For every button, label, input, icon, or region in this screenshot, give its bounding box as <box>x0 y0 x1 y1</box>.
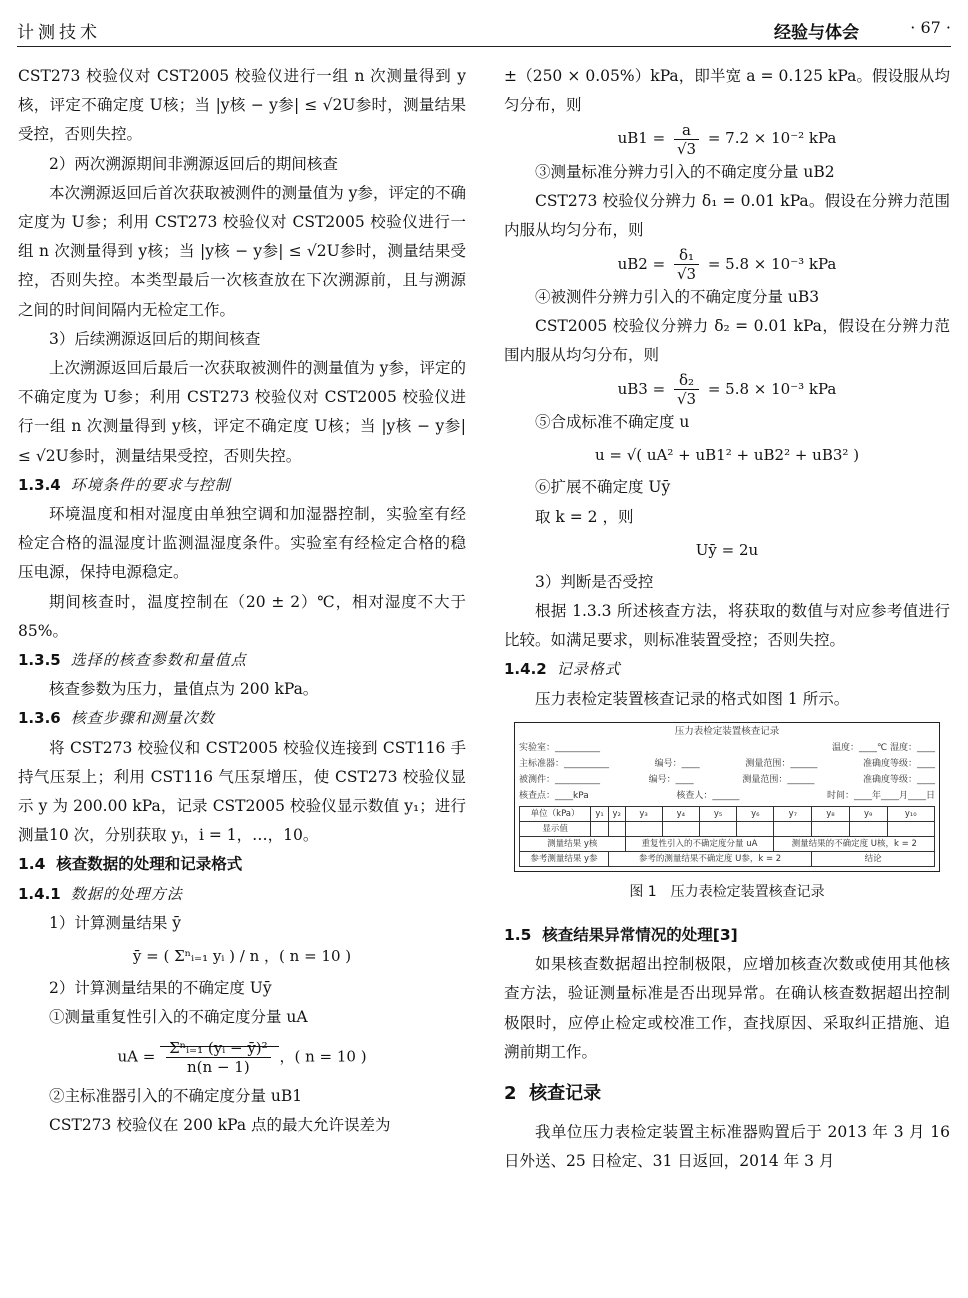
paragraph: CST2005 校验仪分辨力 δ₂ = 0.01 kPa，假设在分辨力范围内服从均匀分布，则 <box>504 317 950 365</box>
paragraph: CST273 校验仪对 CST2005 校验仪进行一组 n 次测量得到 y核，评定不确定度 U核；当 |y核 − y参| ≤ √2U参时，测量结果受控，否则失控。 <box>18 67 466 144</box>
paragraph: 取 k = 2 ，则 <box>535 507 634 526</box>
list-item: 3）后续溯源返回后的期间核查 <box>49 329 261 348</box>
paragraph: 如果核查数据超出控制极限，应增加核查次数或使用其他核查方法，验证测量标准是否出现异常。在确认核查数据超出控制极限时，应停止检定或校准工作，查找原因、采取纠正措施、追溯前期工作。 <box>504 955 950 1061</box>
list-item: ③测量标准分辨力引入的不确定度分量 uB2 <box>535 162 835 181</box>
equation-u: u = √( uA² + uB1² + uB2² + uB3² ) <box>594 446 860 465</box>
paragraph: CST273 校验仪分辨力 δ₁ = 0.01 kPa。假设在分辨力范围内服从均匀分布，则 <box>504 192 950 240</box>
left-column <box>18 62 466 1140</box>
form-row: 核查点：____kPa 核查人：______ 时间：____年____月____日 <box>519 790 935 801</box>
equation-ub3: uB3 = $\frac{\text{δ₂}}{√3}$ = 5.8 × 10⁻³ kPa <box>617 371 837 409</box>
record-form-figure <box>514 722 940 872</box>
list-item: 3）判断是否受控 <box>535 572 654 591</box>
list-item: 2）两次溯源期间非溯源返回后的期间核查 <box>49 154 338 173</box>
section-heading: 1.4.2 记录格式 <box>504 660 621 679</box>
equation-ub1: uB1 = $\frac{a}{√3}$ = 7.2 × 10⁻² kPa <box>617 120 837 158</box>
list-item: ⑤合成标准不确定度 u <box>535 413 690 432</box>
form-row: 实验室：__________ 温度：____℃ 湿度：____ <box>519 742 935 753</box>
list-item: ②主标准器引入的不确定度分量 uB1 <box>49 1086 303 1105</box>
section-heading: 1.3.4 环境条件的要求与控制 <box>18 475 231 494</box>
equation-mean: ȳ = ( Σⁿᵢ₌₁ yᵢ ) / n ，( n = 10 ) <box>132 947 352 966</box>
page-header <box>17 14 951 47</box>
column-title: 经验与体会 <box>774 23 859 43</box>
paragraph: ±（250 × 0.05%）kPa，即半宽 a = 0.125 kPa。假设服从均匀分布，则 <box>504 67 950 115</box>
page-number: · 67 · <box>910 18 951 37</box>
paragraph: 本次溯源返回后首次获取被测件的测量值为 y参，评定的不确定度为 U参；利用 CST273 校验仪对 CST2005 校验仪进行一组 n 次测量得到 y核；当 |y核 − y参| ≤ √2U参时，测量结果受控，否则失控。本类型最后一次核查放在下次溯源前，且与溯源之间的时间间隔内无检定工作。 <box>18 183 466 319</box>
section-heading: 1.3.5 选择的核查参数和量值点 <box>18 651 247 670</box>
paragraph: 我单位压力表检定装置主标准器购置后于 2013 年 3 月 16 日外送、25 日检定、31 日返回，2014 年 3 月 <box>504 1123 950 1171</box>
paragraph: 环境温度和相对湿度由单独空调和加湿器控制，实验室有经检定合格的温湿度计监测温湿度条件。实验室有经检定合格的稳压电源，保持电源稳定。 <box>18 505 466 582</box>
figure-caption: 图 1 压力表检定装置核查记录 <box>629 883 825 900</box>
paragraph: 核查参数为压力，量值点为 200 kPa。 <box>49 680 319 699</box>
section-heading: 1.4.1 数据的处理方法 <box>18 884 183 903</box>
list-item: ⑥扩展不确定度 Uȳ <box>535 478 671 497</box>
section-heading: 1.4 核查数据的处理和记录格式 <box>18 855 243 874</box>
section-heading: 1.3.6 核查步骤和测量次数 <box>18 709 215 728</box>
equation-uy: Uȳ = 2u <box>695 540 759 559</box>
list-item: ①测量重复性引入的不确定度分量 uA <box>49 1008 308 1027</box>
paragraph: 期间核查时，温度控制在（20 ± 2）℃，相对湿度不大于 85%。 <box>18 592 466 640</box>
paragraph: 将 CST273 校验仪和 CST2005 校验仪连接到 CST116 手持气压泵上；利用 CST116 气压泵增压，使 CST273 校验仪显示 y 为 200.00 kPa，记录 CST2005 校验仪显示数值 y₁；进行测量10 次，分别获取 yᵢ，i = 1，…，10。 <box>18 738 466 845</box>
paragraph: 上次溯源返回后最后一次获取被测件的测量值为 y参，评定的不确定度为 U参；利用 CST273 校验仪对 CST2005 校验仪进行一组 n 次测量得到 y核，评定不确定度 U核；当 |y核 − y参| ≤ √2U参时，测量结果受控，否则失控。 <box>18 359 466 465</box>
record-table: 单位（kPa） y₁ y₂ y₃ y₄ y₅ y₆ y₇ y₈ y₉ y₁₀ 显示值 测量结果 y核 重复性引入的不确定度分量 uA 测量结果的不确定度 U核，k = 2 参考测量结果 y参 参考的测量结果不确定度 U参，k = 2 结论 <box>519 806 935 867</box>
list-item: 1）计算测量结果 ȳ <box>49 913 182 932</box>
paragraph: 根据 1.3.3 所述核查方法，将获取的数值与对应参考值进行比较。如满足要求，则标准装置受控；否则失控。 <box>504 601 950 650</box>
journal-name: 计测技术 <box>17 23 101 43</box>
paragraph: CST273 校验仪在 200 kPa 点的最大允许误差为 <box>49 1115 391 1134</box>
paragraph: 压力表检定装置核查记录的格式如图 1 所示。 <box>535 689 850 708</box>
form-row: 被测件：__________ 编号：____ 测量范围：______ 准确度等级：____ <box>519 774 935 785</box>
equation-ua: uA = $\frac{\text{Σⁿᵢ₌₁ (yᵢ − ȳ)²}}{n(n - 1)}$ ，( n = 10 ) <box>117 1038 367 1076</box>
form-title: 压力表检定装置核查记录 <box>674 725 780 737</box>
list-item: ④被测件分辨力引入的不确定度分量 uB3 <box>535 288 820 307</box>
list-item: 2）计算测量结果的不确定度 Uȳ <box>49 979 272 998</box>
form-row: 主标准器：__________ 编号：____ 测量范围：______ 准确度等级：____ <box>519 758 935 769</box>
right-column <box>504 62 950 1177</box>
section-heading: 2 核查记录 <box>504 1082 602 1104</box>
section-heading: 1.5 核查结果异常情况的处理[3] <box>504 925 738 944</box>
equation-ub2: uB2 = $\frac{\text{δ₁}}{√3}$ = 5.8 × 10⁻³ kPa <box>617 246 837 284</box>
